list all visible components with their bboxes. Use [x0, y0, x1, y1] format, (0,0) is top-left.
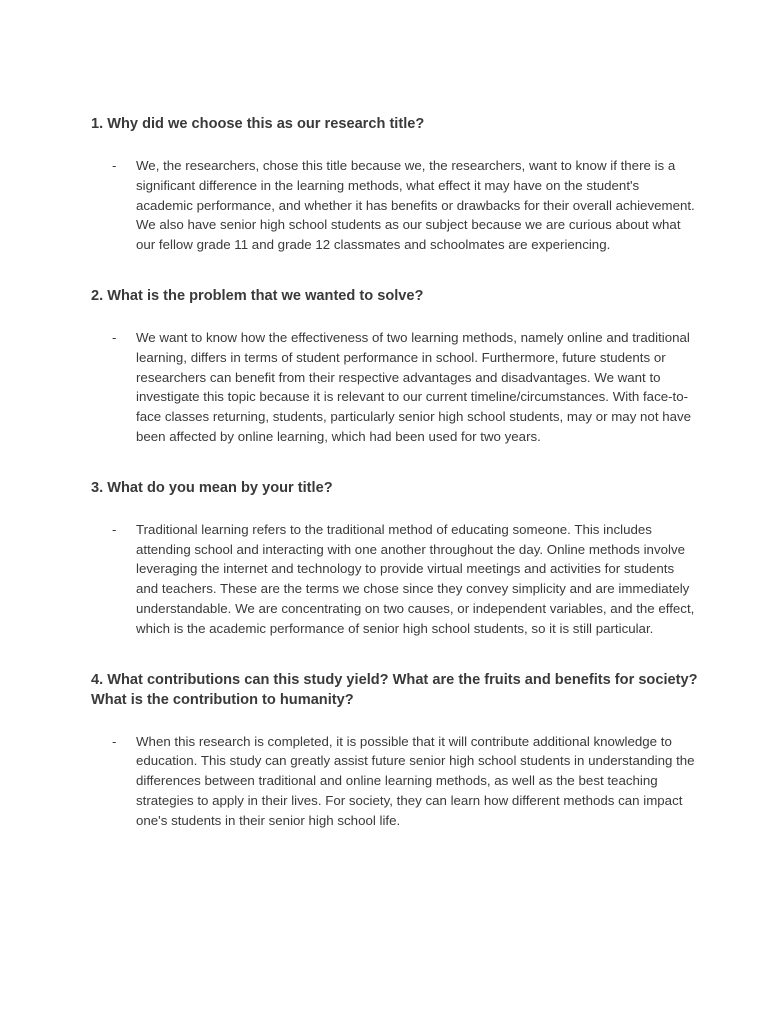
- question-heading: 2. What is the problem that we wanted to solve?: [91, 287, 424, 304]
- answer-list-item: [91, 156, 698, 255]
- section-contributions: [91, 670, 698, 831]
- list-bullet: -: [112, 733, 117, 749]
- list-bullet: -: [112, 158, 117, 173]
- answer-text: We want to know how the effectiveness of two learning methods, namely online and traditional learning, differs in terms of student performance in school. Furthermore, future students or researchers can benefit from their respective advantages and disadvantages. We want to investigate this topic because it is relevant to our current timeline/circumstances. With face-to-face classes returning, students, particularly senior high school students, may or may not have been affected by online learning, which had been used for two years.: [136, 329, 692, 444]
- answer-text: Traditional learning refers to the traditional method of educating someone. This includes attending school and interacting with one another throughout the day. Online methods involve leveraging the internet and technology to provide virtual meetings and activities for students and teachers. These are the terms we chose since they convey simplicity and are immediately understandable. We are concentrating on two causes, or independent variables, and the effect, which is the academic performance of senior high school students, so it is still particular.: [136, 521, 695, 636]
- question-heading: 1. Why did we choose this as our research title?: [91, 116, 425, 132]
- list-bullet: -: [112, 329, 117, 345]
- answer-text: When this research is completed, it is possible that it will contribute additional knowledge to education. This study can greatly assist future senior high school students in understanding the differences between traditional and online learning methods, as well as the best teaching strategies to apply in their lives. For society, they can learn how different methods can impact one's students in their senior high school life.: [136, 733, 695, 828]
- question-heading: 3. What do you mean by your title?: [91, 479, 333, 496]
- section-research-title: [91, 114, 698, 255]
- answer-text: We, the researchers, chose this title because we, the researchers, want to know if there is a significant difference in the learning methods, what effect it may have on the student's academic performance, and whether it has benefits or drawbacks for their overall achievement. We also have senior high school students as our subject because we are curious about what our fellow grade 11 and grade 12 classmates and schoolmates are experiencing.: [136, 158, 695, 253]
- question-heading: 4. What contributions can this study yield? What are the fruits and benefits for society? What is the contribution to humanity?: [91, 671, 698, 708]
- list-bullet: -: [112, 521, 117, 537]
- answer-list-item: [91, 520, 698, 639]
- answer-list-item: [91, 732, 698, 831]
- section-title-meaning: [91, 478, 698, 639]
- answer-list-item: [91, 328, 698, 447]
- section-problem: [91, 286, 698, 447]
